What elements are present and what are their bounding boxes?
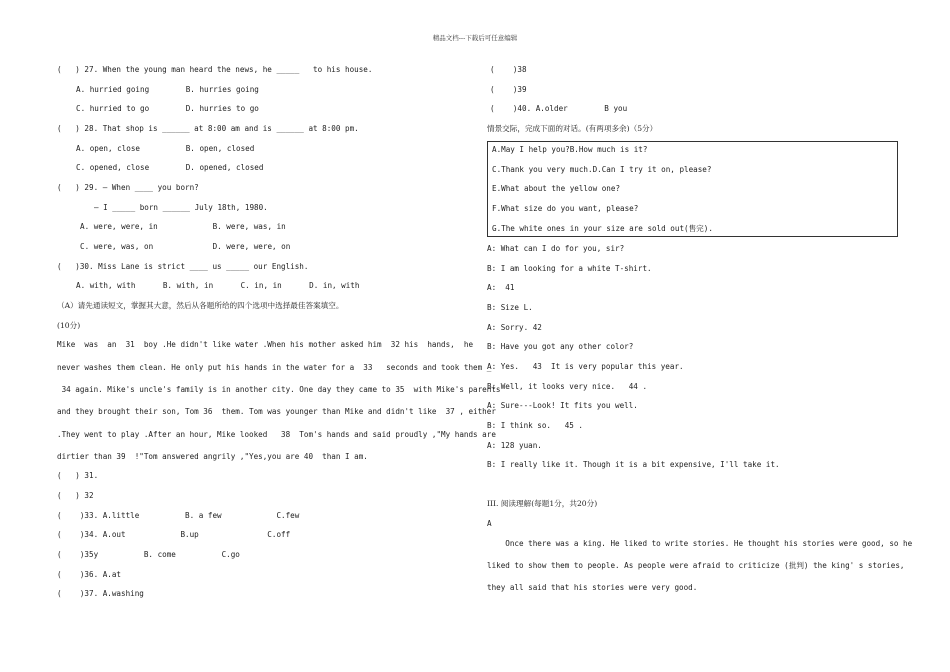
q27-options-cd: C. hurried to go D. hurries to go <box>76 104 259 113</box>
dialog-line: A: Yes. 43 It is very popular this year. <box>487 362 684 371</box>
q28-stem: ( ) 28. That shop is ______ at 8:00 am and is ______ at 8:00 pm. <box>57 124 359 133</box>
q30-stem: ( )30. Miss Lane is strict ____ us _____ our English. <box>57 262 309 271</box>
dialog-line: B: Well, it looks very nice. 44 . <box>487 382 648 391</box>
dialog-option: E.What about the yellow one? <box>492 184 621 193</box>
answer-row: ( )39 <box>490 85 527 94</box>
q29-options-ab: A. were, were, in B. were, was, in <box>80 222 286 231</box>
dialog-line: A: Sorry. 42 <box>487 323 547 332</box>
answer-row: ( )38 <box>490 65 527 74</box>
dialog-option: A.May I help you?B.How much is it? <box>492 145 648 154</box>
reading-section-title: III. 阅读理解(每题1分，共20分) <box>487 499 598 508</box>
answer-row: ( ) 31. <box>57 471 99 480</box>
page-header: 精品文档---下载后可任意编辑 <box>432 34 518 42</box>
passage-line: never washes them clean. He only put his hands in the water for a 33 seconds and took them _ <box>57 363 492 372</box>
dialog-option: G.The white ones in your size are sold out(售完). <box>492 224 713 233</box>
dialog-line: A: 41 <box>487 283 520 292</box>
answer-row: ( )37. A.washing <box>57 589 144 598</box>
q28-options-ab: A. open, close B. open, closed <box>76 144 255 153</box>
passage-line: 34 again. Mike's uncle's family is in another city. One day they came to 35 with Mike's parents <box>57 385 501 394</box>
answer-row: ( )40. A.older B you <box>490 104 628 113</box>
dialog-line: B: I think so. 45 . <box>487 421 584 430</box>
dialog-line: B: Have you got any other color? <box>487 342 634 351</box>
dialog-option: F.What size do you want, please? <box>492 204 639 213</box>
q27-stem: ( ) 27. When the young man heard the news, he _____ to his house. <box>57 65 373 74</box>
reading-line: liked to show them to people. As people were afraid to criticize (批判) the king' s stories, <box>487 561 905 570</box>
dialog-section-title: 情景交际，完成下面的对话。(有两项多余)（5分） <box>487 124 658 133</box>
reading-line: they all said that his stories were very good. <box>487 583 698 592</box>
q27-options-ab: A. hurried going B. hurries going <box>76 85 259 94</box>
answer-row: ( )36. A.at <box>57 570 122 579</box>
dialog-line: B: Size L. <box>487 303 533 312</box>
answer-row: ( )33. A.little B. a few C.few <box>57 511 300 520</box>
cloze-instructions: （A）请先通读短文，掌握其大意，然后从各题所给的四个选项中选择最佳答案填空。 <box>57 301 344 310</box>
answer-row: ( )35y B. come C.go <box>57 550 240 559</box>
dialog-line: B: I am looking for a white T-shirt. <box>487 264 652 273</box>
dialog-line: A: Sure---Look! It fits you well. <box>487 401 638 410</box>
q30-options: A. with, with B. with, in C. in, in D. in, with <box>76 281 360 290</box>
cloze-points: (10分) <box>57 321 81 330</box>
passage-line: .They went to play .After an hour, Mike looked 38 Tom's hands and said proudly ,"My hands are <box>57 430 496 439</box>
passage-line: Mike was an 31 boy .He didn't like water .When his mother asked him 32 his hands, he <box>57 340 474 349</box>
reading-passage-label: A <box>487 519 492 528</box>
q28-options-cd: C. opened, close D. opened, closed <box>76 163 264 172</box>
passage-line: dirtier than 39 !"Tom answered angrily ,"Yes,you are 40 than I am. <box>57 452 368 461</box>
dialog-option: C.Thank you very much.D.Can I try it on, please? <box>492 165 712 174</box>
reading-line: Once there was a king. He liked to write stories. He thought his stories were good, so he <box>487 539 913 548</box>
passage-line: and they brought their son, Tom 36 them. Tom was younger than Mike and didn't like 37 , either <box>57 407 496 416</box>
dialog-line: A: What can I do for you, sir? <box>487 244 625 253</box>
q29-options-cd: C. were, was, on D. were, were, on <box>80 242 291 251</box>
answer-row: ( )34. A.out B.up C.off <box>57 530 291 539</box>
answer-row: ( ) 32 <box>57 491 94 500</box>
dialog-line: A: 128 yuan. <box>487 441 542 450</box>
q29-stem-reply: — I _____ born ______ July 18th, 1980. <box>94 203 268 212</box>
q29-stem: ( ) 29. — When ____ you born? <box>57 183 199 192</box>
dialog-line: B: I really like it. Though it is a bit expensive, I'll take it. <box>487 460 780 469</box>
